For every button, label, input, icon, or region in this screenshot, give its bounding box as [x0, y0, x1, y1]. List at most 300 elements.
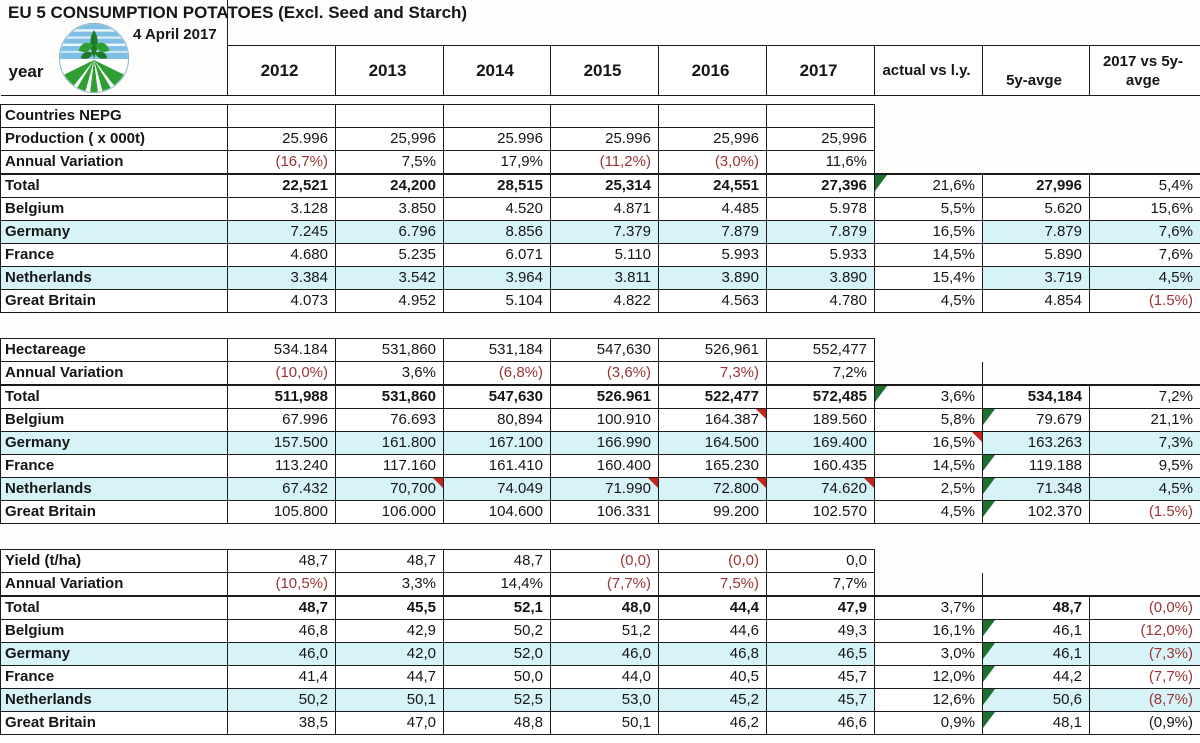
cell-hectareage-annual-variation-5y-avge-empty: [983, 362, 1090, 386]
cell-production-annual-variation-2017-vs-5y-avge-empty: [1090, 151, 1200, 175]
cell-hectareage-france-2016: 165.230: [659, 455, 767, 478]
cell-production-netherlands-2015: 3.811: [551, 267, 659, 290]
cell-hectareage-total-2017: 572,485: [767, 385, 875, 409]
cell-hectareage-annual-variation-2017-vs-5y-avge-empty: [1090, 362, 1200, 386]
cell-production-germany-2014: 8.856: [444, 221, 551, 244]
cell-hectareage-netherlands-2014: 74.049: [444, 478, 551, 501]
table-row-hectareage-germany: [1, 432, 1200, 455]
cell-hectareage-germany-2013: 161.800: [336, 432, 444, 455]
cell-production-production-x-000t-actual-vs-ly-empty: [875, 128, 983, 151]
cell-hectareage-france-2012: 113.240: [228, 455, 336, 478]
row-label-yield-france: France: [1, 666, 228, 689]
cell-production-netherlands-5y-avge: 3.719: [983, 267, 1090, 290]
green-triangle-marker-icon: [983, 455, 995, 471]
cell-yield-annual-variation-2014: 14,4%: [444, 573, 551, 597]
cell-production-countries-nepg-2013: [336, 105, 444, 128]
cell-yield-total-2015: 48,0: [551, 596, 659, 620]
cell-hectareage-france-actual-vs-ly: 14,5%: [875, 455, 983, 478]
cell-production-great-britain-2017: 4.780: [767, 290, 875, 313]
cell-production-annual-variation-2015: (11,2%): [551, 151, 659, 175]
green-triangle-marker-icon: [983, 620, 995, 636]
table-row-hectareage-belgium: [1, 409, 1200, 432]
cell-hectareage-netherlands-2012: 67.432: [228, 478, 336, 501]
table-row-production-production-x-000t: [1, 128, 1200, 151]
cell-yield-annual-variation-2017: 7,7%: [767, 573, 875, 597]
green-triangle-marker-icon: [983, 643, 995, 659]
cell-hectareage-total-actual-vs-ly: 3,6%: [875, 385, 983, 409]
table-row-hectareage-france: [1, 455, 1200, 478]
row-label-hectareage-hectareage: Hectareage: [1, 339, 228, 362]
cell-production-production-x-000t-2016: 25,996: [659, 128, 767, 151]
cell-yield-yield-t-ha-2015: (0,0): [551, 550, 659, 573]
green-triangle-marker-icon: [983, 689, 995, 705]
cell-production-germany-2017: 7.879: [767, 221, 875, 244]
cell-hectareage-belgium-2012: 67.996: [228, 409, 336, 432]
cell-yield-netherlands-2012: 50,2: [228, 689, 336, 712]
potato-data-table: [0, 45, 1200, 735]
cell-yield-france-2017-vs-5y-avge: (7,7%): [1090, 666, 1200, 689]
cell-production-netherlands-2012: 3.384: [228, 267, 336, 290]
cell-hectareage-hectareage-2014: 531,184: [444, 339, 551, 362]
cell-production-france-2017: 5.933: [767, 244, 875, 267]
table-row-production-france: [1, 244, 1200, 267]
cell-hectareage-germany-5y-avge: 163.263: [983, 432, 1090, 455]
row-label-yield-great-britain: Great Britain: [1, 712, 228, 735]
cell-yield-france-2016: 40,5: [659, 666, 767, 689]
row-label-production-great-britain: Great Britain: [1, 290, 228, 313]
cell-production-annual-variation-2014: 17,9%: [444, 151, 551, 175]
row-label-production-annual-variation: Annual Variation: [1, 151, 228, 175]
cell-yield-total-2017: 47,9: [767, 596, 875, 620]
cell-production-annual-variation-actual-vs-ly-empty: [875, 151, 983, 175]
cell-yield-yield-t-ha-actual-vs-ly-empty: [875, 550, 983, 573]
cell-hectareage-hectareage-2015: 547,630: [551, 339, 659, 362]
table-row-yield-belgium: [1, 620, 1200, 643]
cell-hectareage-hectareage-5y-avge-empty: [983, 339, 1090, 362]
red-triangle-marker-icon: [433, 478, 443, 488]
cell-yield-netherlands-2014: 52,5: [444, 689, 551, 712]
table-row-hectareage-netherlands: [1, 478, 1200, 501]
cell-hectareage-france-5y-avge: 119.188: [983, 455, 1090, 478]
cell-production-total-2017-vs-5y-avge: 5,4%: [1090, 174, 1200, 198]
cell-yield-netherlands-2015: 53,0: [551, 689, 659, 712]
cell-hectareage-netherlands-2015: 71.990: [551, 478, 659, 501]
year-header-cell: year: [1, 46, 228, 96]
row-label-hectareage-total: Total: [1, 385, 228, 409]
cell-production-total-2013: 24,200: [336, 174, 444, 198]
column-header-5y-avge: 5y-avge: [983, 46, 1090, 96]
cell-yield-netherlands-2016: 45,2: [659, 689, 767, 712]
cell-hectareage-hectareage-2017: 552,477: [767, 339, 875, 362]
green-triangle-marker-icon: [875, 386, 887, 402]
cell-yield-netherlands-actual-vs-ly: 12,6%: [875, 689, 983, 712]
cell-yield-great-britain-2015: 50,1: [551, 712, 659, 735]
cell-production-france-actual-vs-ly: 14,5%: [875, 244, 983, 267]
cell-production-countries-nepg-2012: [228, 105, 336, 128]
cell-hectareage-total-2014: 547,630: [444, 385, 551, 409]
section-gap-row: [1, 524, 1200, 550]
table-row-production-belgium: [1, 198, 1200, 221]
cell-hectareage-france-2017: 160.435: [767, 455, 875, 478]
cell-yield-netherlands-2017-vs-5y-avge: (8,7%): [1090, 689, 1200, 712]
cell-hectareage-great-britain-2014: 104.600: [444, 501, 551, 524]
row-label-production-production-x-000t: Production ( x 000t): [1, 128, 228, 151]
column-header-2015: 2015: [551, 46, 659, 96]
cell-yield-total-2012: 48,7: [228, 596, 336, 620]
cell-production-netherlands-2017-vs-5y-avge: 4,5%: [1090, 267, 1200, 290]
cell-hectareage-belgium-2017-vs-5y-avge: 21,1%: [1090, 409, 1200, 432]
cell-yield-germany-2016: 46,8: [659, 643, 767, 666]
cell-yield-france-5y-avge: 44,2: [983, 666, 1090, 689]
column-header-2017: 2017: [767, 46, 875, 96]
cell-hectareage-germany-2015: 166.990: [551, 432, 659, 455]
table-row-hectareage-great-britain: [1, 501, 1200, 524]
cell-hectareage-france-2017-vs-5y-avge: 9,5%: [1090, 455, 1200, 478]
cell-yield-belgium-2014: 50,2: [444, 620, 551, 643]
table-row-production-total: [1, 174, 1200, 198]
nepg-logo: [58, 22, 130, 94]
cell-production-france-2013: 5.235: [336, 244, 444, 267]
cell-hectareage-belgium-2014: 80,894: [444, 409, 551, 432]
cell-hectareage-great-britain-2016: 99.200: [659, 501, 767, 524]
cell-hectareage-belgium-actual-vs-ly: 5,8%: [875, 409, 983, 432]
cell-production-netherlands-2016: 3.890: [659, 267, 767, 290]
cell-yield-annual-variation-2013: 3,3%: [336, 573, 444, 597]
cell-production-france-2012: 4.680: [228, 244, 336, 267]
column-header-2016: 2016: [659, 46, 767, 96]
cell-production-countries-nepg-actual-vs-ly-empty: [875, 105, 983, 128]
cell-hectareage-hectareage-2016: 526,961: [659, 339, 767, 362]
row-label-yield-netherlands: Netherlands: [1, 689, 228, 712]
table-row-yield-yield-t-ha: [1, 550, 1200, 573]
cell-production-total-2012: 22,521: [228, 174, 336, 198]
green-triangle-marker-icon: [983, 478, 995, 494]
cell-production-belgium-2014: 4.520: [444, 198, 551, 221]
cell-production-countries-nepg-2016: [659, 105, 767, 128]
cell-yield-yield-t-ha-2013: 48,7: [336, 550, 444, 573]
cell-production-production-x-000t-2017: 25,996: [767, 128, 875, 151]
cell-hectareage-netherlands-2017: 74.620: [767, 478, 875, 501]
cell-hectareage-great-britain-2012: 105.800: [228, 501, 336, 524]
cell-hectareage-great-britain-2015: 106.331: [551, 501, 659, 524]
cell-hectareage-great-britain-2017-vs-5y-avge: (1.5%): [1090, 501, 1200, 524]
cell-yield-france-actual-vs-ly: 12,0%: [875, 666, 983, 689]
cell-yield-yield-t-ha-2014: 48,7: [444, 550, 551, 573]
cell-yield-belgium-2017: 49,3: [767, 620, 875, 643]
cell-hectareage-total-2012: 511,988: [228, 385, 336, 409]
cell-hectareage-annual-variation-2015: (3,6%): [551, 362, 659, 386]
cell-production-germany-actual-vs-ly: 16,5%: [875, 221, 983, 244]
red-triangle-marker-icon: [756, 409, 766, 419]
cell-yield-france-2017: 45,7: [767, 666, 875, 689]
cell-production-germany-2015: 7.379: [551, 221, 659, 244]
table-row-production-germany: [1, 221, 1200, 244]
cell-production-netherlands-2013: 3.542: [336, 267, 444, 290]
red-triangle-marker-icon: [756, 478, 766, 488]
cell-yield-belgium-actual-vs-ly: 16,1%: [875, 620, 983, 643]
cell-hectareage-total-2013: 531,860: [336, 385, 444, 409]
row-label-production-belgium: Belgium: [1, 198, 228, 221]
cell-hectareage-germany-2014: 167.100: [444, 432, 551, 455]
cell-hectareage-france-2013: 117.160: [336, 455, 444, 478]
cell-production-production-x-000t-5y-avge-empty: [983, 128, 1090, 151]
cell-yield-yield-t-ha-2017-vs-5y-avge-empty: [1090, 550, 1200, 573]
row-label-hectareage-france: France: [1, 455, 228, 478]
cell-yield-belgium-2016: 44,6: [659, 620, 767, 643]
cell-hectareage-great-britain-5y-avge: 102.370: [983, 501, 1090, 524]
spacer-row: [1, 96, 1200, 105]
cell-yield-annual-variation-2017-vs-5y-avge-empty: [1090, 573, 1200, 597]
cell-hectareage-germany-actual-vs-ly: 16,5%: [875, 432, 983, 455]
cell-hectareage-germany-2017-vs-5y-avge: 7,3%: [1090, 432, 1200, 455]
cell-hectareage-hectareage-2012: 534.184: [228, 339, 336, 362]
cell-yield-great-britain-2016: 46,2: [659, 712, 767, 735]
cell-hectareage-belgium-2017: 189.560: [767, 409, 875, 432]
row-label-yield-germany: Germany: [1, 643, 228, 666]
cell-production-great-britain-actual-vs-ly: 4,5%: [875, 290, 983, 313]
red-triangle-marker-icon: [648, 478, 658, 488]
report-date: 4 April 2017: [133, 26, 217, 43]
cell-yield-germany-2015: 46,0: [551, 643, 659, 666]
cell-production-production-x-000t-2012: 25.996: [228, 128, 336, 151]
cell-yield-yield-t-ha-2017: 0,0: [767, 550, 875, 573]
table-row-yield-total: [1, 596, 1200, 620]
cell-yield-total-actual-vs-ly: 3,7%: [875, 596, 983, 620]
cell-production-france-2014: 6.071: [444, 244, 551, 267]
cell-production-germany-2012: 7.245: [228, 221, 336, 244]
green-triangle-marker-icon: [983, 712, 995, 728]
cell-production-great-britain-2016: 4.563: [659, 290, 767, 313]
section-gap-row: [1, 313, 1200, 339]
table-row-production-great-britain: [1, 290, 1200, 313]
cell-yield-great-britain-2012: 38,5: [228, 712, 336, 735]
cell-yield-france-2015: 44,0: [551, 666, 659, 689]
cell-hectareage-total-2016: 522,477: [659, 385, 767, 409]
cell-hectareage-annual-variation-2012: (10,0%): [228, 362, 336, 386]
cell-production-countries-nepg-2014: [444, 105, 551, 128]
cell-hectareage-germany-2017: 169.400: [767, 432, 875, 455]
table-row-yield-great-britain: [1, 712, 1200, 735]
cell-yield-total-2013: 45,5: [336, 596, 444, 620]
row-label-yield-belgium: Belgium: [1, 620, 228, 643]
cell-production-germany-2013: 6.796: [336, 221, 444, 244]
cell-production-production-x-000t-2014: 25.996: [444, 128, 551, 151]
cell-production-total-2016: 24,551: [659, 174, 767, 198]
row-label-hectareage-annual-variation: Annual Variation: [1, 362, 228, 386]
row-label-production-france: France: [1, 244, 228, 267]
cell-hectareage-annual-variation-actual-vs-ly-empty: [875, 362, 983, 386]
cell-hectareage-total-2015: 526.961: [551, 385, 659, 409]
cell-hectareage-great-britain-actual-vs-ly: 4,5%: [875, 501, 983, 524]
cell-production-france-5y-avge: 5.890: [983, 244, 1090, 267]
cell-yield-annual-variation-2016: 7,5%): [659, 573, 767, 597]
cell-yield-france-2013: 44,7: [336, 666, 444, 689]
cell-yield-great-britain-5y-avge: 48,1: [983, 712, 1090, 735]
row-label-yield-yield-t-ha: Yield (t/ha): [1, 550, 228, 573]
cell-production-production-x-000t-2017-vs-5y-avge-empty: [1090, 128, 1200, 151]
cell-yield-germany-2012: 46,0: [228, 643, 336, 666]
cell-yield-total-2017-vs-5y-avge: (0,0%): [1090, 596, 1200, 620]
cell-production-total-actual-vs-ly: 21,6%: [875, 174, 983, 198]
row-label-hectareage-great-britain: Great Britain: [1, 501, 228, 524]
red-triangle-marker-icon: [864, 478, 874, 488]
cell-hectareage-germany-2016: 164.500: [659, 432, 767, 455]
cell-production-total-2017: 27,396: [767, 174, 875, 198]
cell-yield-great-britain-2014: 48,8: [444, 712, 551, 735]
table-row-yield-netherlands: [1, 689, 1200, 712]
cell-yield-france-2014: 50,0: [444, 666, 551, 689]
cell-yield-annual-variation-actual-vs-ly-empty: [875, 573, 983, 597]
cell-yield-great-britain-2017: 46,6: [767, 712, 875, 735]
row-label-production-netherlands: Netherlands: [1, 267, 228, 290]
cell-production-countries-nepg-2015: [551, 105, 659, 128]
cell-production-belgium-actual-vs-ly: 5,5%: [875, 198, 983, 221]
cell-production-netherlands-2014: 3.964: [444, 267, 551, 290]
red-triangle-marker-icon: [972, 432, 982, 442]
cell-hectareage-hectareage-actual-vs-ly-empty: [875, 339, 983, 362]
green-triangle-marker-icon: [875, 175, 887, 191]
green-triangle-marker-icon: [983, 666, 995, 682]
cell-yield-great-britain-actual-vs-ly: 0,9%: [875, 712, 983, 735]
cell-hectareage-netherlands-2017-vs-5y-avge: 4,5%: [1090, 478, 1200, 501]
cell-hectareage-france-2015: 160.400: [551, 455, 659, 478]
table-row-hectareage-total: [1, 385, 1200, 409]
cell-production-france-2015: 5.110: [551, 244, 659, 267]
table-header-row: [1, 46, 1200, 96]
cell-production-countries-nepg-2017-vs-5y-avge-empty: [1090, 105, 1200, 128]
cell-hectareage-annual-variation-2013: 3,6%: [336, 362, 444, 386]
cell-hectareage-annual-variation-2017: 7,2%: [767, 362, 875, 386]
cell-production-great-britain-2015: 4.822: [551, 290, 659, 313]
cell-production-germany-2016: 7.879: [659, 221, 767, 244]
cell-yield-total-2014: 52,1: [444, 596, 551, 620]
cell-production-production-x-000t-2013: 25,996: [336, 128, 444, 151]
cell-yield-total-5y-avge: 48,7: [983, 596, 1090, 620]
table-row-production-netherlands: [1, 267, 1200, 290]
cell-yield-germany-2017-vs-5y-avge: (7,3%): [1090, 643, 1200, 666]
cell-yield-netherlands-2017: 45,7: [767, 689, 875, 712]
cell-production-belgium-2012: 3.128: [228, 198, 336, 221]
cell-yield-annual-variation-5y-avge-empty: [983, 573, 1090, 597]
cell-production-belgium-2015: 4.871: [551, 198, 659, 221]
column-header-2012: 2012: [228, 46, 336, 96]
cell-hectareage-belgium-2013: 76.693: [336, 409, 444, 432]
row-label-yield-total: Total: [1, 596, 228, 620]
cell-production-countries-nepg-5y-avge-empty: [983, 105, 1090, 128]
cell-hectareage-netherlands-5y-avge: 71.348: [983, 478, 1090, 501]
cell-yield-germany-2013: 42,0: [336, 643, 444, 666]
row-label-production-germany: Germany: [1, 221, 228, 244]
row-label-hectareage-netherlands: Netherlands: [1, 478, 228, 501]
cell-yield-netherlands-5y-avge: 50,6: [983, 689, 1090, 712]
cell-hectareage-netherlands-2013: 70,700: [336, 478, 444, 501]
cell-production-total-2014: 28,515: [444, 174, 551, 198]
cell-production-annual-variation-2013: 7,5%: [336, 151, 444, 175]
cell-yield-netherlands-2013: 50,1: [336, 689, 444, 712]
cell-yield-great-britain-2017-vs-5y-avge: (0,9%): [1090, 712, 1200, 735]
cell-yield-germany-5y-avge: 46,1: [983, 643, 1090, 666]
cell-production-production-x-000t-2015: 25.996: [551, 128, 659, 151]
cell-hectareage-belgium-5y-avge: 79.679: [983, 409, 1090, 432]
cell-yield-yield-t-ha-2016: (0,0): [659, 550, 767, 573]
cell-production-great-britain-2012: 4.073: [228, 290, 336, 313]
cell-hectareage-hectareage-2017-vs-5y-avge-empty: [1090, 339, 1200, 362]
cell-production-great-britain-2013: 4.952: [336, 290, 444, 313]
column-header-2014: 2014: [444, 46, 551, 96]
green-triangle-marker-icon: [983, 501, 995, 517]
cell-production-great-britain-2014: 5.104: [444, 290, 551, 313]
cell-yield-germany-2014: 52,0: [444, 643, 551, 666]
cell-yield-belgium-5y-avge: 46,1: [983, 620, 1090, 643]
row-label-hectareage-germany: Germany: [1, 432, 228, 455]
cell-production-great-britain-2017-vs-5y-avge: (1.5%): [1090, 290, 1200, 313]
cell-yield-belgium-2012: 46,8: [228, 620, 336, 643]
cell-production-belgium-2013: 3.850: [336, 198, 444, 221]
cell-production-belgium-2017: 5.978: [767, 198, 875, 221]
row-label-hectareage-belgium: Belgium: [1, 409, 228, 432]
cell-yield-yield-t-ha-5y-avge-empty: [983, 550, 1090, 573]
table-row-yield-france: [1, 666, 1200, 689]
cell-production-germany-2017-vs-5y-avge: 7,6%: [1090, 221, 1200, 244]
cell-production-countries-nepg-2017: [767, 105, 875, 128]
cell-production-annual-variation-2017: 11,6%: [767, 151, 875, 175]
report-title: EU 5 CONSUMPTION POTATOES (Excl. Seed and Starch): [8, 3, 468, 22]
cell-production-france-2016: 5.993: [659, 244, 767, 267]
table-row-production-countries-nepg: [1, 105, 1200, 128]
table-row-production-annual-variation: [1, 151, 1200, 175]
table-row-yield-germany: [1, 643, 1200, 666]
column-header-actual-vs-l-y: actual vs l.y.: [875, 46, 983, 96]
cell-hectareage-annual-variation-2014: (6,8%): [444, 362, 551, 386]
table-row-hectareage-annual-variation: [1, 362, 1200, 386]
cell-hectareage-belgium-2016: 164.387: [659, 409, 767, 432]
cell-production-total-2015: 25,314: [551, 174, 659, 198]
column-header-2017-vs-5y-avge: 2017 vs 5y-avge: [1090, 46, 1200, 96]
cell-production-annual-variation-2016: (3,0%): [659, 151, 767, 175]
cell-hectareage-annual-variation-2016: 7,3%): [659, 362, 767, 386]
cell-production-belgium-2016: 4.485: [659, 198, 767, 221]
table-row-hectareage-hectareage: [1, 339, 1200, 362]
cell-production-france-2017-vs-5y-avge: 7,6%: [1090, 244, 1200, 267]
cell-production-belgium-2017-vs-5y-avge: 15,6%: [1090, 198, 1200, 221]
column-header-2013: 2013: [336, 46, 444, 96]
cell-hectareage-great-britain-2013: 106.000: [336, 501, 444, 524]
cell-yield-total-2016: 44,4: [659, 596, 767, 620]
cell-hectareage-france-2014: 161.410: [444, 455, 551, 478]
row-label-production-total: Total: [1, 174, 228, 198]
cell-hectareage-total-5y-avge: 534,184: [983, 385, 1090, 409]
cell-hectareage-netherlands-actual-vs-ly: 2,5%: [875, 478, 983, 501]
cell-yield-annual-variation-2012: (10,5%): [228, 573, 336, 597]
cell-production-germany-5y-avge: 7.879: [983, 221, 1090, 244]
row-label-yield-annual-variation: Annual Variation: [1, 573, 228, 597]
green-triangle-marker-icon: [983, 409, 995, 425]
cell-yield-germany-actual-vs-ly: 3,0%: [875, 643, 983, 666]
cell-production-great-britain-5y-avge: 4.854: [983, 290, 1090, 313]
cell-production-annual-variation-2012: (16,7%): [228, 151, 336, 175]
cell-hectareage-hectareage-2013: 531,860: [336, 339, 444, 362]
table-row-yield-annual-variation: [1, 573, 1200, 597]
cell-yield-yield-t-ha-2012: 48,7: [228, 550, 336, 573]
cell-hectareage-netherlands-2016: 72.800: [659, 478, 767, 501]
cell-yield-great-britain-2013: 47,0: [336, 712, 444, 735]
cell-hectareage-germany-2012: 157.500: [228, 432, 336, 455]
cell-hectareage-total-2017-vs-5y-avge: 7,2%: [1090, 385, 1200, 409]
cell-yield-belgium-2015: 51,2: [551, 620, 659, 643]
cell-yield-germany-2017: 46,5: [767, 643, 875, 666]
cell-yield-annual-variation-2015: (7,7%): [551, 573, 659, 597]
cell-production-annual-variation-5y-avge-empty: [983, 151, 1090, 175]
